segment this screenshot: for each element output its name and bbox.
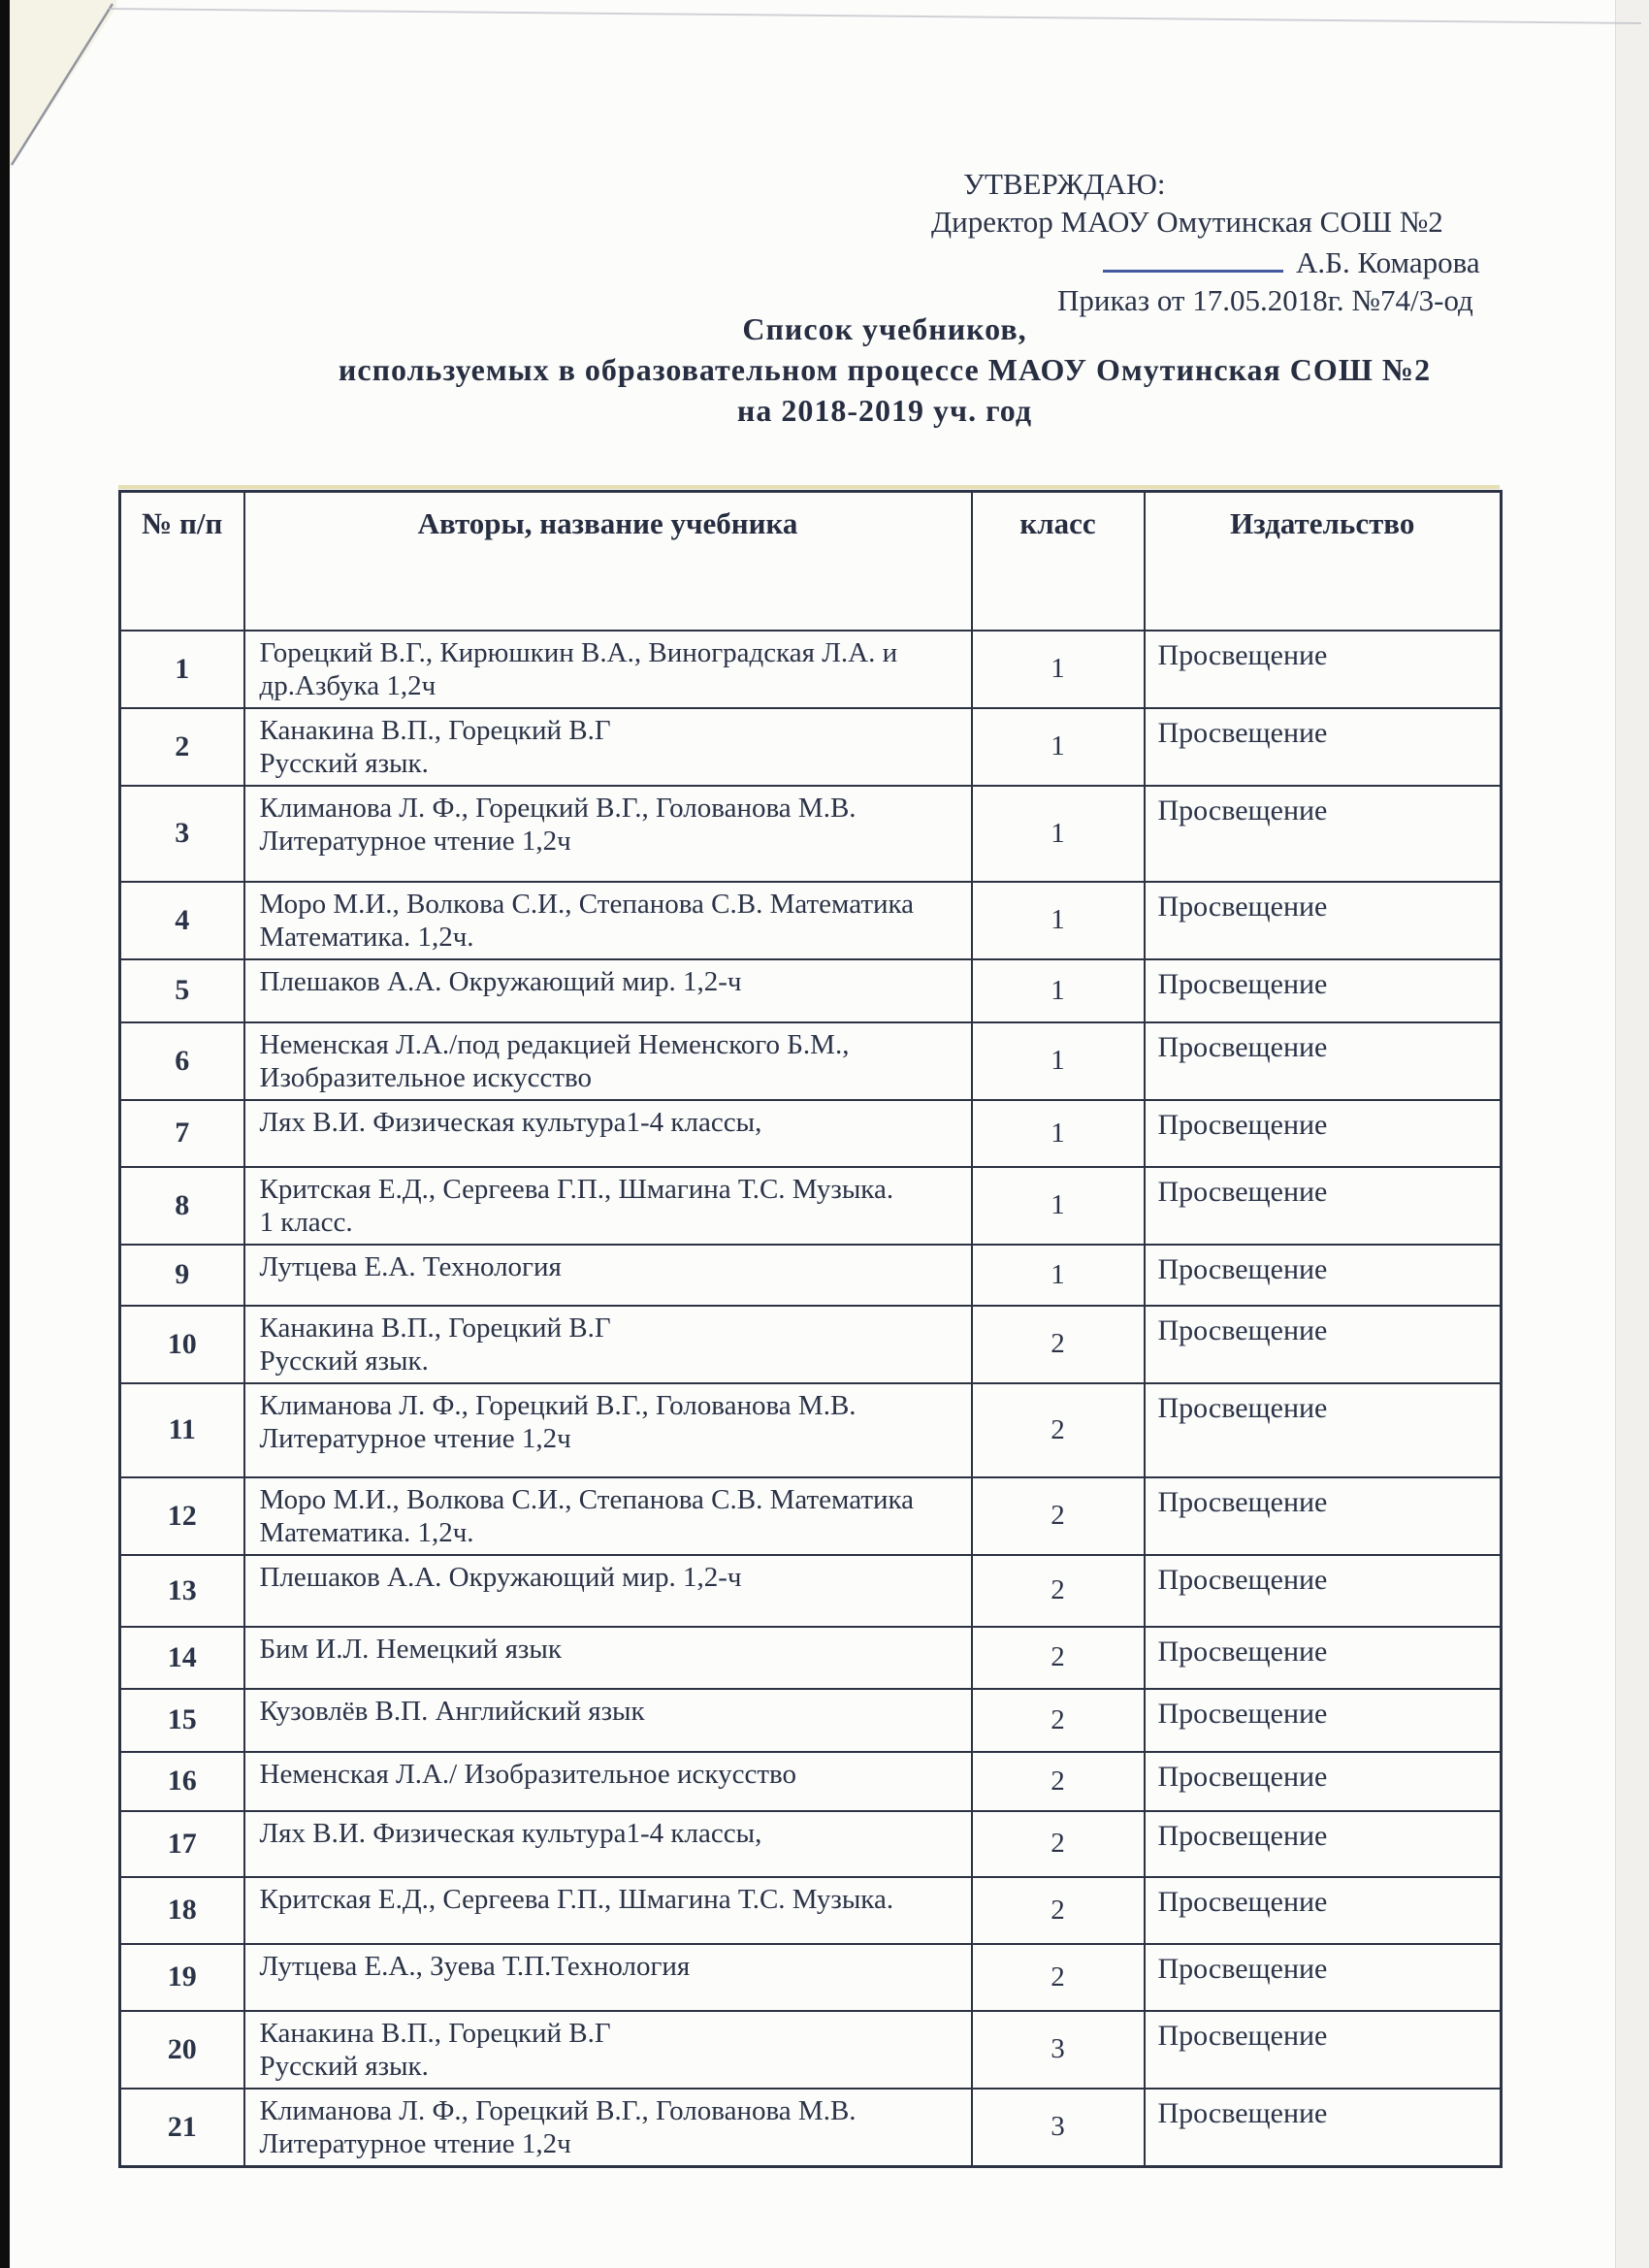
authors-title-cell: [244, 1877, 972, 1944]
table-row: [120, 1877, 1502, 1944]
order-line: Приказ от 17.05.2018г. №74/3-од: [1057, 283, 1473, 317]
authors-title-cell: [244, 631, 972, 708]
grade-cell: 2: [972, 1627, 1145, 1689]
table-row: [120, 1383, 1502, 1477]
publisher-cell: Просвещение: [1145, 1752, 1502, 1811]
publisher-cell: Просвещение: [1145, 786, 1502, 882]
table-row: [120, 2089, 1502, 2167]
grade-cell: 1: [972, 1167, 1145, 1245]
publisher-cell: Просвещение: [1145, 1811, 1502, 1877]
title-line: 1 класс.: [259, 1206, 353, 1238]
authors-title-cell: [244, 1811, 972, 1877]
row-number-cell: 8: [120, 1167, 244, 1245]
grade-cell: 1: [972, 1245, 1145, 1306]
publisher-cell: Просвещение: [1145, 1245, 1502, 1306]
grade-cell: 2: [972, 1306, 1145, 1383]
header-authors: Авторы, название учебника: [244, 492, 972, 631]
header-publisher: Издательство: [1145, 492, 1502, 631]
publisher-cell: Просвещение: [1145, 2089, 1502, 2167]
authors-title-cell: [244, 1689, 972, 1752]
row-number-cell: 5: [120, 959, 244, 1022]
publisher-cell: Просвещение: [1145, 1167, 1502, 1245]
row-number-cell: 2: [120, 708, 244, 786]
title-line: Канакина В.П., Горецкий В.Г: [259, 1312, 611, 1344]
grade-cell: 2: [972, 1383, 1145, 1477]
title-line: Неменская Л.А./под редакцией Неменского Б.М.,: [259, 1028, 850, 1060]
table-row: [120, 1752, 1502, 1811]
title-line-2: используемых в образовательном процессе МАОУ Омутинская СОШ №2: [338, 352, 1432, 387]
scanner-left-edge: [0, 0, 10, 2268]
title-line: Плешаков А.А. Окружающий мир. 1,2-ч: [259, 1561, 742, 1593]
authors-title-cell: [244, 1944, 972, 2011]
title-line: Плешаков А.А. Окружающий мир. 1,2-ч: [259, 965, 742, 997]
title-line: Литературное чтение 1,2ч: [259, 2127, 571, 2159]
grade-cell: 2: [972, 1877, 1145, 1944]
authors-title-cell: [244, 786, 972, 882]
title-line: Литературное чтение 1,2ч: [259, 1422, 571, 1454]
table-row: [120, 631, 1502, 708]
publisher-cell: Просвещение: [1145, 1477, 1502, 1555]
title-line: Моро М.И., Волкова С.И., Степанова С.В. Математика: [259, 888, 915, 920]
row-number-cell: 20: [120, 2011, 244, 2089]
row-number-cell: 14: [120, 1627, 244, 1689]
grade-cell: 2: [972, 1811, 1145, 1877]
row-number-cell: 3: [120, 786, 244, 882]
title-line-3: на 2018-2019 уч. год: [736, 393, 1033, 428]
row-number-cell: 10: [120, 1306, 244, 1383]
authors-title-cell: [244, 1752, 972, 1811]
title-line: Русский язык.: [259, 1345, 429, 1377]
table-row: [120, 959, 1502, 1022]
publisher-cell: Просвещение: [1145, 1383, 1502, 1477]
authors-title-cell: [244, 1627, 972, 1689]
table-row: [120, 1100, 1502, 1167]
title-line: Лутцева Е.А., Зуева Т.П.Технология: [259, 1950, 691, 1982]
authors-title-cell: [244, 1022, 972, 1100]
table-row: [120, 1811, 1502, 1877]
title-line: Математика. 1,2ч.: [259, 1516, 474, 1548]
authors-title-cell: [244, 708, 972, 786]
publisher-cell: Просвещение: [1145, 1555, 1502, 1627]
table-body: [120, 631, 1502, 2167]
row-number-cell: 9: [120, 1245, 244, 1306]
publisher-cell: Просвещение: [1145, 1306, 1502, 1383]
title-line: Моро М.И., Волкова С.И., Степанова С.В. Математика: [259, 1483, 915, 1515]
row-number-cell: 21: [120, 2089, 244, 2167]
table-row: [120, 1627, 1502, 1689]
authors-title-cell: [244, 882, 972, 959]
title-line: др.Азбука 1,2ч: [259, 669, 436, 701]
grade-cell: 3: [972, 2089, 1145, 2167]
row-number-cell: 19: [120, 1944, 244, 2011]
title-line: Лях В.И. Физическая культура1-4 классы,: [259, 1817, 762, 1849]
grade-cell: 2: [972, 1752, 1145, 1811]
title-line: Бим И.Л. Немецкий язык: [259, 1633, 562, 1665]
table-row: [120, 1306, 1502, 1383]
title-line-1: Список учебников,: [742, 311, 1027, 346]
document-title: [109, 308, 1649, 431]
title-line: Русский язык.: [259, 747, 429, 779]
approve-label: УТВЕРЖДАЮ:: [963, 167, 1166, 201]
table-row: [120, 1167, 1502, 1245]
publisher-cell: Просвещение: [1145, 959, 1502, 1022]
title-line: Горецкий В.Г., Кирюшкин В.А., Виноградская Л.А. и: [259, 636, 898, 668]
signature-line-row: [1103, 241, 1552, 281]
publisher-cell: Просвещение: [1145, 1100, 1502, 1167]
table-row: [120, 1477, 1502, 1555]
authors-title-cell: [244, 1383, 972, 1477]
director-line: Директор МАОУ Омутинская СОШ №2: [931, 205, 1443, 239]
publisher-cell: Просвещение: [1145, 1689, 1502, 1752]
title-line: Климанова Л. Ф., Горецкий В.Г., Голованова М.В.: [259, 1389, 857, 1421]
approval-block: [931, 165, 1552, 319]
authors-title-cell: [244, 959, 972, 1022]
grade-cell: 1: [972, 1022, 1145, 1100]
authors-title-cell: [244, 1245, 972, 1306]
table-row: [120, 786, 1502, 882]
grade-cell: 1: [972, 882, 1145, 959]
publisher-cell: Просвещение: [1145, 1022, 1502, 1100]
row-number-cell: 12: [120, 1477, 244, 1555]
page-corner-fold: [10, 0, 116, 170]
title-line: Русский язык.: [259, 2050, 429, 2082]
title-line: Изобразительное искусство: [259, 1061, 593, 1093]
signature-name: А.Б. Комарова: [1296, 245, 1480, 279]
row-number-cell: 18: [120, 1877, 244, 1944]
grade-cell: 1: [972, 959, 1145, 1022]
title-line: Литературное чтение 1,2ч: [259, 825, 571, 857]
title-line: Климанова Л. Ф., Горецкий В.Г., Голованова М.В.: [259, 792, 857, 824]
row-number-cell: 7: [120, 1100, 244, 1167]
grade-cell: 1: [972, 1100, 1145, 1167]
title-line: Канакина В.П., Горецкий В.Г: [259, 2017, 611, 2049]
row-number-cell: 17: [120, 1811, 244, 1877]
row-number-cell: 1: [120, 631, 244, 708]
header-grade: класс: [972, 492, 1145, 631]
table-header: [120, 492, 1502, 631]
signature-blank-line: [1103, 241, 1283, 273]
grade-cell: 2: [972, 1689, 1145, 1752]
grade-cell: 1: [972, 631, 1145, 708]
table-row: [120, 2011, 1502, 2089]
authors-title-cell: [244, 1306, 972, 1383]
authors-title-cell: [244, 1100, 972, 1167]
title-line: Кузовлёв В.П. Английский язык: [259, 1695, 645, 1727]
row-number-cell: 11: [120, 1383, 244, 1477]
row-number-cell: 4: [120, 882, 244, 959]
row-number-cell: 13: [120, 1555, 244, 1627]
grade-cell: 2: [972, 1944, 1145, 2011]
publisher-cell: Просвещение: [1145, 708, 1502, 786]
publisher-cell: Просвещение: [1145, 1877, 1502, 1944]
title-line: Климанова Л. Ф., Горецкий В.Г., Голованова М.В.: [259, 2094, 857, 2126]
title-line: Критская Е.Д., Сергеева Г.П., Шмагина Т.С. Музыка.: [259, 1173, 894, 1205]
publisher-cell: Просвещение: [1145, 2011, 1502, 2089]
header-num: № п/п: [120, 492, 244, 631]
grade-cell: 3: [972, 2011, 1145, 2089]
table-row: [120, 882, 1502, 959]
authors-title-cell: [244, 2089, 972, 2167]
publisher-cell: Просвещение: [1145, 631, 1502, 708]
authors-title-cell: [244, 1167, 972, 1245]
title-line: Лутцева Е.А. Технология: [259, 1250, 562, 1282]
title-line: Канакина В.П., Горецкий В.Г: [259, 714, 611, 746]
table-row: [120, 1944, 1502, 2011]
authors-title-cell: [244, 1477, 972, 1555]
textbook-table: [118, 490, 1503, 2168]
publisher-cell: Просвещение: [1145, 1627, 1502, 1689]
title-line: Неменская Л.А./ Изобразительное искусство: [259, 1758, 797, 1790]
table-row: [120, 1555, 1502, 1627]
grade-cell: 2: [972, 1555, 1145, 1627]
row-number-cell: 16: [120, 1752, 244, 1811]
table-row: [120, 1245, 1502, 1306]
grade-cell: 2: [972, 1477, 1145, 1555]
title-line: Критская Е.Д., Сергеева Г.П., Шмагина Т.С. Музыка.: [259, 1883, 894, 1915]
row-number-cell: 15: [120, 1689, 244, 1752]
row-number-cell: 6: [120, 1022, 244, 1100]
table-row: [120, 1022, 1502, 1100]
publisher-cell: Просвещение: [1145, 882, 1502, 959]
publisher-cell: Просвещение: [1145, 1944, 1502, 2011]
title-line: Лях В.И. Физическая культура1-4 классы,: [259, 1106, 762, 1138]
authors-title-cell: [244, 1555, 972, 1627]
grade-cell: 1: [972, 786, 1145, 882]
authors-title-cell: [244, 2011, 972, 2089]
table-row: [120, 1689, 1502, 1752]
scan-tint-line: [118, 485, 1500, 489]
title-line: Математика. 1,2ч.: [259, 921, 474, 953]
table-row: [120, 708, 1502, 786]
grade-cell: 1: [972, 708, 1145, 786]
